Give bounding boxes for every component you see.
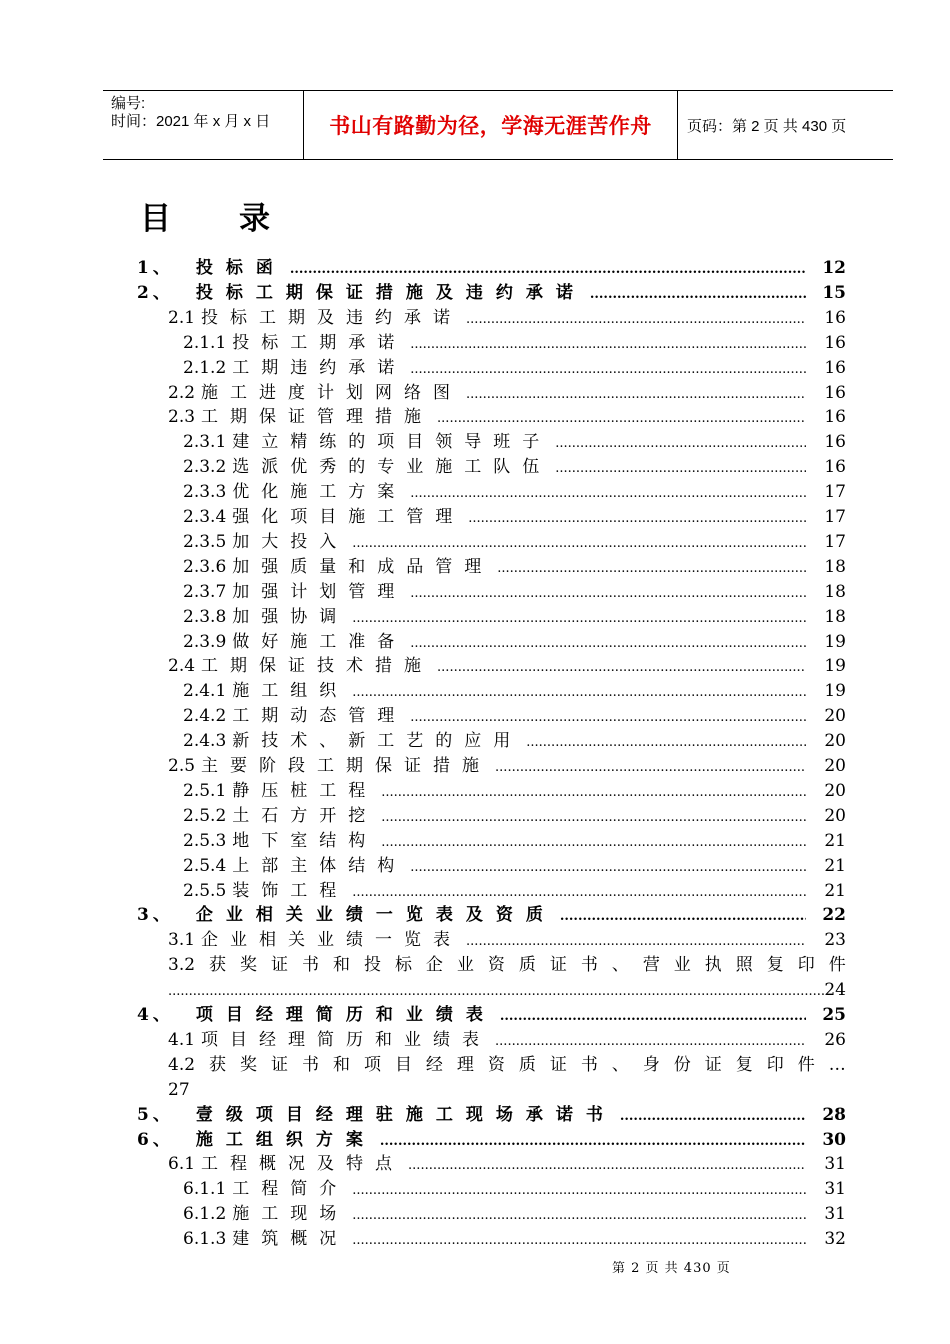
- toc-page-number: 20: [824, 756, 846, 776]
- toc-page-number: 16: [824, 432, 846, 453]
- toc-page-number: 17: [824, 507, 846, 527]
- toc-entry-char: 书: [301, 955, 319, 976]
- toc-entry-number: 4.2: [168, 1054, 196, 1075]
- toc-entry-label: [183, 829, 377, 854]
- toc-page-number: 24: [824, 980, 846, 1001]
- toc-entry-number: 6.1.2: [183, 1204, 227, 1225]
- toc-entry[interactable]: [183, 356, 846, 381]
- toc-page-number: 28: [822, 1104, 846, 1125]
- toc-entry-char: 经: [425, 1054, 443, 1075]
- toc-entry-label: [137, 281, 586, 306]
- toc-entry-title: 强化项目施工管理: [232, 507, 465, 527]
- toc-leader: [437, 406, 806, 431]
- toc-entry-char: 执: [704, 955, 722, 976]
- toc-entry[interactable]: [137, 281, 846, 306]
- toc-page-number: 26: [824, 1029, 846, 1050]
- toc-leader: [410, 581, 806, 606]
- toc-page-number: 16: [824, 357, 846, 378]
- toc-entry[interactable]: [168, 1053, 846, 1078]
- toc-leader: [468, 506, 806, 531]
- toc-entry-char: 件: [828, 955, 846, 976]
- toc-leader: [410, 357, 806, 382]
- toc-page-number: 20: [824, 706, 846, 727]
- toc-entry[interactable]: [137, 1128, 846, 1153]
- toc-page-number: 16: [824, 382, 846, 403]
- toc-entry-label: [183, 430, 551, 455]
- toc-entry-title: 施工组织: [232, 681, 349, 702]
- toc-entry-char: 资: [487, 955, 505, 976]
- toc-entry-label: [168, 1028, 491, 1053]
- toc-entry[interactable]: [183, 1202, 846, 1227]
- toc-entry-title: 施工进度计划网络图: [201, 382, 463, 403]
- toc-entry[interactable]: [137, 256, 846, 281]
- toc-entry[interactable]: [168, 654, 846, 679]
- toc-entry-char: 书: [580, 955, 598, 976]
- toc-entry-char: 质: [518, 1054, 536, 1075]
- toc-entry-char: 和: [332, 1054, 350, 1075]
- header-page-info: 页码：第 2 页 共 430 页: [687, 117, 847, 135]
- toc-leader: [352, 1178, 806, 1203]
- toc-entry-char: 投: [363, 955, 381, 976]
- toc-entry-label: [168, 405, 433, 430]
- toc-entry-number: 2.4: [168, 656, 196, 677]
- toc-page-number: 21: [824, 830, 846, 851]
- toc-page-number: 23: [824, 930, 846, 951]
- toc-entry-title: 做好施工准备: [232, 631, 407, 652]
- toc-entry-char: 证: [271, 955, 288, 976]
- toc-entry-title: 土石方开挖: [232, 805, 378, 826]
- toc-entry[interactable]: [168, 1152, 846, 1177]
- toc-leader: [555, 456, 806, 481]
- toc-entry-label: [183, 1227, 348, 1252]
- toc-entry-title: 新技术、新工艺的应用: [232, 731, 523, 752]
- toc-leader: [466, 929, 806, 954]
- toc-entry-char: 质: [518, 955, 536, 976]
- toc-leader: [381, 830, 806, 855]
- toc-entry-number: 2.4.1: [183, 681, 227, 702]
- toc-entry[interactable]: [137, 903, 846, 928]
- toc-entry-number: 2.4.2: [183, 706, 227, 727]
- toc-entry-number: 2.5.4: [183, 855, 227, 876]
- toc-entry-label: [183, 530, 348, 555]
- toc-entry-number: 6.1: [168, 1154, 196, 1175]
- toc-entry-title: 工期违约承诺: [232, 357, 407, 378]
- toc-entry-label: [168, 306, 462, 331]
- toc-page-number: 18: [824, 581, 846, 602]
- toc-page-number: 12: [822, 258, 846, 278]
- toc-entry-title: 工期保证管理措施: [201, 407, 434, 428]
- toc-entry[interactable]: [183, 555, 846, 580]
- toc-entry-label: [183, 605, 348, 630]
- toc-entry-number: 2.3.3: [183, 482, 227, 503]
- toc-entry-title: 工期动态管理: [232, 706, 407, 727]
- toc-entry-continuation[interactable]: [168, 978, 846, 1004]
- toc-page-number: 19: [824, 656, 846, 677]
- toc-page-number: 31: [824, 1179, 846, 1200]
- toc-entry-label: [183, 854, 406, 879]
- toc-entry-char: 书: [301, 1054, 319, 1075]
- toc-entry-char: 书: [580, 1054, 598, 1075]
- toc-entry-number: 2.3.2: [183, 457, 227, 478]
- toc-entry[interactable]: [168, 381, 846, 406]
- toc-entry-label: [183, 331, 406, 356]
- toc-entry-title: 壹级项目经理驻施工现场承诺书: [195, 1104, 616, 1125]
- toc-entry-char: 证: [549, 955, 567, 976]
- toc-leader: [437, 655, 806, 680]
- toc-entry-title: 投标工期保证措施及违约承诺: [195, 282, 586, 303]
- time-label: 时间：2021 年 x 月 x 日: [111, 113, 271, 130]
- toc-leader: [495, 755, 806, 780]
- toc-entry-char: 奖: [240, 955, 258, 976]
- toc-entry-label: [183, 879, 348, 904]
- toc-entry-number: 4.1: [168, 1029, 196, 1050]
- toc-leader: [466, 382, 806, 407]
- toc-entry-label: [137, 256, 286, 281]
- toc-entry-number: 2.5.2: [183, 805, 227, 826]
- toc-entry[interactable]: [183, 879, 846, 904]
- toc-page-number: 17: [824, 531, 846, 552]
- toc-entry-number: 3、: [137, 905, 174, 926]
- toc-entry-char: 奖: [240, 1054, 258, 1075]
- toc-entry-continuation[interactable]: [168, 1078, 190, 1103]
- toc-entry-char: 、: [611, 955, 629, 976]
- toc-entry-title: 选派优秀的专业施工队伍: [232, 457, 552, 478]
- toc-entry[interactable]: [183, 605, 846, 630]
- toc-entry-title: 工程简介: [232, 1179, 349, 1200]
- toc-entry-label: [183, 505, 464, 530]
- toc-entry-title: 投标函: [195, 258, 286, 278]
- toc-entry-label: [168, 928, 462, 953]
- toc-page-number: 27: [168, 1079, 190, 1100]
- toc-page-number: 18: [824, 556, 846, 577]
- toc-leader: [290, 257, 806, 282]
- toc-page-number: 25: [822, 1005, 846, 1025]
- toc-leader: [352, 880, 806, 905]
- toc-entry-label: [183, 630, 406, 655]
- toc-entry-char: 复: [735, 1054, 753, 1075]
- toc-page-number: 19: [824, 631, 846, 652]
- toc-entry-label: [183, 779, 377, 804]
- toc-entry-number: 2.5.5: [183, 880, 227, 901]
- toc-entry-char: 资: [487, 1054, 505, 1075]
- toc-entry[interactable]: [183, 729, 846, 754]
- toc-leader: [410, 631, 806, 656]
- toc-entry-label: [183, 704, 406, 729]
- toc-entry-number: 2.3.1: [183, 432, 227, 453]
- toc-entry-number: 3.2: [168, 955, 196, 976]
- toc-entry-number: 2.3: [168, 407, 196, 428]
- toc-entry-char: 和: [332, 955, 350, 976]
- toc-leader: [352, 1203, 806, 1228]
- toc-page-number: 18: [824, 606, 846, 627]
- toc-entry-title: 施工现场: [232, 1204, 349, 1225]
- toc-entry[interactable]: [168, 928, 846, 953]
- toc-entry-title: 优化施工方案: [232, 482, 407, 503]
- toc-entry[interactable]: [183, 430, 846, 455]
- toc-leader: [526, 730, 806, 755]
- toc-entry-title: 工期保证技术措施: [201, 656, 434, 677]
- toc-entry-label: [168, 754, 491, 779]
- toc-entry-label: [183, 580, 406, 605]
- toc-entry-number: 2.5.1: [183, 780, 227, 801]
- toc-entry-title: 项目经理简历和业绩表: [195, 1005, 496, 1025]
- toc-entry-number: 2.3.6: [183, 556, 227, 577]
- toc-entry-char: 获: [209, 955, 227, 976]
- toc-entry-label: [183, 555, 493, 580]
- toc-entry-title: 装饰工程: [232, 880, 349, 901]
- toc-entry-number: 6.1.1: [183, 1179, 227, 1200]
- toc-entry[interactable]: [168, 405, 846, 430]
- toc-entry[interactable]: [183, 779, 846, 804]
- toc-entry[interactable]: [183, 580, 846, 605]
- toc-entry-number: 2.2: [168, 382, 196, 403]
- toc-leader: [408, 1153, 806, 1178]
- toc-entry-title: 项目经理简历和业绩表: [201, 1029, 492, 1050]
- toc-entry-title: 上部主体结构: [232, 855, 407, 876]
- toc-entry-number: 2.3.4: [183, 507, 227, 527]
- toc-leader: [500, 1004, 806, 1029]
- toc-entry-char: 身: [642, 1054, 660, 1075]
- toc-leader: [590, 282, 806, 307]
- toc-entry[interactable]: [183, 854, 846, 879]
- toc-entry-number: 2.1.2: [183, 357, 227, 378]
- toc-entry-title: 施工组织方案: [195, 1129, 376, 1150]
- toc-entry-char: 标: [394, 955, 412, 976]
- toc-entry-title: 加强计划管理: [232, 581, 407, 602]
- toc-entry-label: [183, 729, 522, 754]
- toc-leader: …: [828, 1054, 846, 1075]
- toc-entry-number: 2、: [137, 282, 174, 303]
- toc-entry-number: 2.1: [168, 307, 196, 328]
- toc-entry-char: 获: [209, 1054, 227, 1075]
- toc-entry[interactable]: [183, 679, 846, 704]
- toc-entry-label: [183, 455, 551, 480]
- toc-entry-label: [137, 1128, 376, 1153]
- toc-entry[interactable]: [137, 1103, 846, 1128]
- toc-page-number: 20: [824, 731, 846, 752]
- toc-leader: [620, 1104, 806, 1129]
- toc-entry-char: 企: [425, 955, 443, 976]
- page-header: [103, 90, 893, 160]
- number-label: 编号:: [111, 95, 146, 112]
- toc-page-number: 30: [822, 1129, 846, 1150]
- toc-page-number: 31: [824, 1204, 846, 1225]
- toc-entry-number: 4、: [137, 1005, 174, 1025]
- toc-entry-label: [137, 903, 556, 928]
- toc-entry[interactable]: [183, 704, 846, 729]
- toc-leader: [410, 705, 806, 730]
- toc-entry-number: 6.1.3: [183, 1229, 227, 1250]
- toc-entry-label: [183, 1177, 348, 1202]
- toc-page-number: 21: [824, 880, 846, 901]
- toc-entry-title: 加强协调: [232, 606, 349, 627]
- toc-entry-title: 加强质量和成品管理: [232, 556, 494, 577]
- toc-entry-char: 复: [766, 955, 784, 976]
- toc-leader: [381, 805, 806, 830]
- toc-leader: [495, 1029, 806, 1054]
- toc-leader: [466, 307, 806, 332]
- toc-entry-char: 证: [704, 1054, 722, 1075]
- toc-entry-char: 份: [673, 1054, 691, 1075]
- toc-entry-number: 2.1.1: [183, 332, 227, 353]
- toc-entry[interactable]: [183, 480, 846, 505]
- toc-entry-number: 2.3.8: [183, 606, 227, 627]
- toc-page-number: 15: [822, 282, 846, 303]
- toc-page-number: 22: [822, 905, 846, 926]
- toc-entry-label: [168, 1152, 404, 1177]
- toc-leader: [352, 1228, 806, 1253]
- toc-entry[interactable]: [168, 306, 846, 331]
- toc-entry-number: 2.3.7: [183, 581, 227, 602]
- toc-page-number: 16: [824, 457, 846, 478]
- toc-entry-char: 目: [394, 1054, 412, 1075]
- toc-page-number: 32: [824, 1229, 846, 1250]
- toc-entry-char: 印: [797, 955, 815, 976]
- toc-entry-title: 建立精练的项目领导班子: [232, 432, 552, 453]
- toc-entry-title: 地下室结构: [232, 830, 378, 851]
- toc-entry[interactable]: [168, 754, 846, 779]
- toc-entry-title: 建筑概况: [232, 1229, 349, 1250]
- toc-leader: [497, 556, 806, 581]
- toc-page-number: 21: [824, 855, 846, 876]
- header-motto: 书山有路勤为径，学海无涯苦作舟: [329, 113, 652, 138]
- toc-entry-label: [137, 1103, 616, 1128]
- toc-entry[interactable]: [183, 455, 846, 480]
- toc-entry[interactable]: [183, 331, 846, 356]
- toc-entry-title: 投标工期承诺: [232, 332, 407, 353]
- footer-page-number: 第 2 页 共 430 页: [612, 1261, 731, 1276]
- toc-entry[interactable]: [183, 530, 846, 555]
- toc-leader: [410, 481, 806, 506]
- toc-entry[interactable]: [183, 630, 846, 655]
- toc-entry-title: 主要阶段工期保证措施: [201, 756, 492, 776]
- toc-leader: [380, 1129, 806, 1154]
- toc-entry-number: 2.5: [168, 756, 196, 776]
- toc-entry-label: [168, 381, 462, 406]
- toc-entry-label: [183, 804, 377, 829]
- toc-entry-char: 证: [549, 1054, 567, 1075]
- toc-entry-number: 5、: [137, 1104, 174, 1125]
- toc-page-number: 16: [824, 407, 846, 428]
- toc-leader: [168, 979, 824, 1004]
- toc-entry-title: 静压桩工程: [232, 780, 378, 801]
- toc-entry-char: 理: [456, 1054, 474, 1075]
- toc-entry[interactable]: [168, 953, 846, 978]
- toc-page-number: 19: [824, 681, 846, 702]
- toc-entry[interactable]: [183, 1227, 846, 1252]
- toc-entry-char: 件: [797, 1054, 815, 1075]
- toc-leader: [410, 855, 806, 880]
- toc-page-number: 20: [824, 780, 846, 801]
- toc-leader: [352, 680, 806, 705]
- toc-entry-title: 投标工期及违约承诺: [201, 307, 463, 328]
- toc-entry-number: 2.4.3: [183, 731, 227, 752]
- toc-entry-number: 6、: [137, 1129, 174, 1150]
- toc-entry-label: [183, 1202, 348, 1227]
- toc-leader: [560, 904, 806, 929]
- toc-entry-label: [137, 1003, 496, 1028]
- toc-entry[interactable]: [137, 1003, 846, 1028]
- toc-entry-number: 2.3.5: [183, 531, 227, 552]
- toc-page-number: 31: [824, 1154, 846, 1175]
- toc-entry-title: 企业相关业绩一览表及资质: [195, 905, 556, 926]
- toc-entry-char: 营: [642, 955, 660, 976]
- toc-entry[interactable]: [183, 829, 846, 854]
- toc-entry[interactable]: [168, 1028, 846, 1053]
- toc-entry-title: 工程概况及特点: [201, 1154, 405, 1175]
- toc-entry-number: 3.1: [168, 930, 196, 951]
- toc-leader: [555, 431, 806, 456]
- toc-leader: [381, 780, 806, 805]
- toc-entry-char: 证: [271, 1054, 288, 1075]
- toc-entry-label: [183, 356, 406, 381]
- toc-entry-label: [183, 480, 406, 505]
- toc-entry-char: 业: [673, 955, 691, 976]
- toc-entry[interactable]: [183, 505, 846, 530]
- toc-entry-char: 照: [735, 955, 753, 976]
- toc-entry-char: 项: [363, 1054, 381, 1075]
- toc-page-number: 20: [824, 805, 846, 826]
- toc-entry-number: 2.5.3: [183, 830, 227, 851]
- toc-entry-title: 加大投入: [232, 531, 349, 552]
- toc-page-number: 17: [824, 482, 846, 503]
- page-title: 目录: [140, 201, 338, 237]
- toc-entry[interactable]: [183, 804, 846, 829]
- header-meta: [103, 91, 303, 159]
- toc-page-number: 16: [824, 307, 846, 328]
- toc-entry-number: 1、: [137, 258, 174, 278]
- toc-entry-title: 企业相关业绩一览表: [201, 930, 463, 951]
- toc-leader: [352, 606, 806, 631]
- toc-entry-label: [168, 654, 433, 679]
- toc-entry-number: 2.3.9: [183, 631, 227, 652]
- toc-page-number: 16: [824, 332, 846, 353]
- toc-leader: [352, 531, 806, 556]
- toc-entry-label: [183, 679, 348, 704]
- toc-entry-char: 业: [456, 955, 474, 976]
- toc-leader: [410, 332, 806, 357]
- toc-entry-char: 、: [611, 1054, 629, 1075]
- toc-entry[interactable]: [183, 1177, 846, 1202]
- toc-entry-char: 印: [766, 1054, 784, 1075]
